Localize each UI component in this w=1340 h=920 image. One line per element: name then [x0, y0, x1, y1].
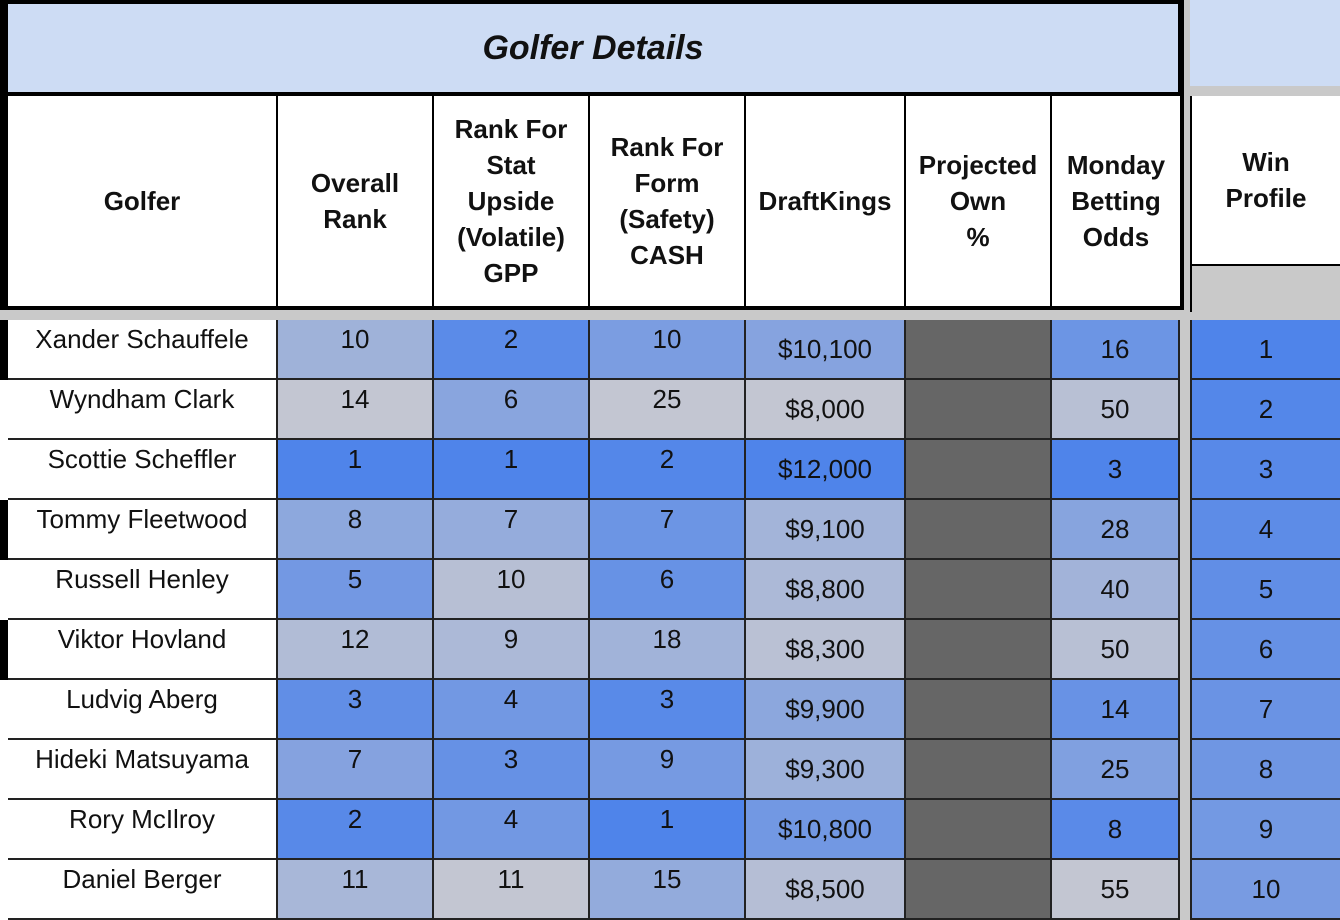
overall-value: 1 [347, 444, 363, 474]
odds-cell[interactable] [1052, 800, 1180, 860]
column-header-label: Monday Betting Odds [1066, 150, 1166, 252]
overall-value: 3 [347, 684, 363, 714]
form-cell[interactable] [590, 800, 746, 860]
upside-value: 4 [503, 804, 519, 834]
overall-cell[interactable] [278, 440, 434, 500]
overall-cell[interactable] [278, 800, 434, 860]
dk-cell[interactable] [746, 440, 906, 500]
golfer-name-cell[interactable] [8, 800, 278, 860]
golfer-value: Xander Schauffele [35, 324, 249, 354]
golfer-name-cell[interactable] [8, 320, 278, 380]
golfer-value: Tommy Fleetwood [36, 504, 248, 534]
dk-cell[interactable] [746, 740, 906, 800]
row-left-border [0, 620, 8, 680]
row-left-border [0, 680, 8, 740]
row-left-border [0, 740, 8, 800]
odds-value: 50 [1100, 393, 1130, 424]
form-value: 25 [652, 384, 682, 414]
upside-cell[interactable] [434, 320, 590, 380]
dk-cell[interactable] [746, 860, 906, 920]
column-header-label: Overall Rank [310, 168, 400, 234]
dk-value: $8,000 [785, 393, 865, 424]
overall-cell[interactable] [278, 620, 434, 680]
win-profile-cell[interactable] [1190, 440, 1340, 500]
upside-cell[interactable] [434, 860, 590, 920]
dk-cell[interactable] [746, 320, 906, 380]
form-cell[interactable] [590, 620, 746, 680]
win-value: 7 [1258, 693, 1274, 724]
projected-own-cell[interactable] [906, 500, 1052, 560]
odds-value: 55 [1100, 873, 1130, 904]
upside-value: 6 [503, 384, 519, 414]
form-cell[interactable] [590, 740, 746, 800]
overall-value: 2 [347, 804, 363, 834]
win-value: 3 [1258, 453, 1274, 484]
column-header-golfer[interactable] [8, 96, 278, 306]
form-value: 2 [659, 444, 675, 474]
projected-own-cell[interactable] [906, 380, 1052, 440]
form-cell[interactable] [590, 560, 746, 620]
upside-value: 1 [503, 444, 519, 474]
golfer-name-cell[interactable] [8, 740, 278, 800]
column-header-label: Projected Own % [918, 150, 1038, 252]
form-value: 6 [659, 564, 675, 594]
golfer-name-cell[interactable] [8, 620, 278, 680]
odds-value: 40 [1100, 573, 1130, 604]
upside-cell[interactable] [434, 680, 590, 740]
overall-cell[interactable] [278, 320, 434, 380]
golfer-name-cell[interactable] [8, 380, 278, 440]
golfer-name-cell[interactable] [8, 500, 278, 560]
win-value: 9 [1258, 813, 1274, 844]
column-header-own[interactable] [906, 96, 1052, 306]
form-value: 10 [652, 324, 682, 354]
golfer-value: Daniel Berger [62, 864, 222, 894]
odds-cell[interactable] [1052, 740, 1180, 800]
projected-own-cell[interactable] [906, 740, 1052, 800]
upside-cell[interactable] [434, 740, 590, 800]
upside-value: 2 [503, 324, 519, 354]
golfer-name-cell[interactable] [8, 560, 278, 620]
form-cell[interactable] [590, 380, 746, 440]
form-cell[interactable] [590, 680, 746, 740]
win-profile-cell[interactable] [1190, 320, 1340, 380]
projected-own-cell[interactable] [906, 860, 1052, 920]
projected-own-cell[interactable] [906, 680, 1052, 740]
form-cell[interactable] [590, 440, 746, 500]
form-value: 15 [652, 864, 682, 894]
odds-value: 16 [1100, 333, 1130, 364]
overall-value: 12 [340, 624, 370, 654]
golfer-value: Wyndham Clark [49, 384, 235, 414]
form-cell[interactable] [590, 500, 746, 560]
odds-cell[interactable] [1052, 500, 1180, 560]
win-profile-cell[interactable] [1190, 800, 1340, 860]
row-left-border [0, 500, 8, 560]
overall-cell[interactable] [278, 380, 434, 440]
form-value: 3 [659, 684, 675, 714]
form-cell[interactable] [590, 320, 746, 380]
column-header-odds[interactable] [1052, 96, 1180, 306]
win-value: 10 [1251, 873, 1281, 904]
win-value: 2 [1258, 393, 1274, 424]
upside-value: 11 [497, 864, 525, 894]
overall-cell[interactable] [278, 860, 434, 920]
dk-value: $8,500 [785, 873, 865, 904]
dk-cell[interactable] [746, 800, 906, 860]
win-profile-cell[interactable] [1190, 500, 1340, 560]
upside-value: 3 [503, 744, 519, 774]
overall-value: 7 [347, 744, 363, 774]
projected-own-cell[interactable] [906, 440, 1052, 500]
dk-value: $10,100 [778, 333, 872, 364]
win-value: 8 [1258, 753, 1274, 784]
dk-cell[interactable] [746, 560, 906, 620]
upside-cell[interactable] [434, 560, 590, 620]
form-value: 9 [659, 744, 675, 774]
form-value: 1 [659, 804, 675, 834]
upside-cell[interactable] [434, 380, 590, 440]
golfer-name-cell[interactable] [8, 440, 278, 500]
overall-cell[interactable] [278, 560, 434, 620]
dk-value: $8,800 [785, 573, 865, 604]
dk-value: $12,000 [778, 453, 872, 484]
upside-value: 9 [503, 624, 519, 654]
win-value: 4 [1258, 513, 1274, 544]
row-left-border [0, 800, 8, 860]
column-header-upside[interactable] [434, 96, 590, 306]
column-header-dk[interactable] [746, 96, 906, 306]
win-profile-cell[interactable] [1190, 560, 1340, 620]
overall-value: 10 [340, 324, 370, 354]
overall-cell[interactable] [278, 680, 434, 740]
upside-cell[interactable] [434, 500, 590, 560]
column-header-win[interactable]: Win Profile [1190, 96, 1340, 266]
row-left-border [0, 440, 8, 500]
overall-value: 11 [341, 864, 369, 894]
projected-own-cell[interactable] [906, 320, 1052, 380]
dk-value: $10,800 [778, 813, 872, 844]
column-header-label: Golfer [103, 186, 181, 216]
dk-value: $9,300 [785, 753, 865, 784]
odds-value: 14 [1100, 693, 1130, 724]
overall-value: 8 [347, 504, 363, 534]
form-value: 18 [652, 624, 682, 654]
form-cell[interactable] [590, 860, 746, 920]
projected-own-cell[interactable] [906, 800, 1052, 860]
golfer-name-cell[interactable] [8, 860, 278, 920]
projected-own-cell[interactable] [906, 620, 1052, 680]
golfer-value: Scottie Scheffler [47, 444, 237, 474]
win-value: 5 [1258, 573, 1274, 604]
column-header-overall[interactable] [278, 96, 434, 306]
upside-cell[interactable] [434, 620, 590, 680]
win-value: 1 [1258, 333, 1274, 364]
odds-value: 8 [1107, 813, 1123, 844]
overall-cell[interactable] [278, 500, 434, 560]
golfer-value: Ludvig Aberg [66, 684, 218, 714]
upside-cell[interactable] [434, 440, 590, 500]
win-profile-cell[interactable] [1190, 860, 1340, 920]
win-profile-cell[interactable] [1190, 620, 1340, 680]
dk-value: $9,100 [785, 513, 865, 544]
upside-value: 10 [496, 564, 526, 594]
upside-value: 7 [503, 504, 519, 534]
row-left-border [0, 380, 8, 440]
win-profile-cell[interactable] [1190, 740, 1340, 800]
odds-cell[interactable] [1052, 380, 1180, 440]
overall-value: 5 [347, 564, 363, 594]
win-value: 6 [1258, 633, 1274, 664]
win-profile-cell[interactable] [1190, 680, 1340, 740]
projected-own-cell[interactable] [906, 560, 1052, 620]
dk-cell[interactable] [746, 620, 906, 680]
dk-value: $9,900 [785, 693, 865, 724]
odds-cell[interactable] [1052, 560, 1180, 620]
odds-value: 50 [1100, 633, 1130, 664]
dk-cell[interactable] [746, 380, 906, 440]
dk-cell[interactable] [746, 680, 906, 740]
golfer-value: Hideki Matsuyama [35, 744, 249, 774]
dk-value: $8,300 [785, 633, 865, 664]
odds-value: 3 [1107, 453, 1123, 484]
row-left-border [0, 560, 8, 620]
upside-cell[interactable] [434, 800, 590, 860]
row-left-border [0, 320, 8, 380]
column-header-form[interactable] [590, 96, 746, 306]
odds-cell[interactable] [1052, 320, 1180, 380]
upside-value: 4 [503, 684, 519, 714]
row-left-border [0, 860, 8, 920]
odds-value: 28 [1100, 513, 1130, 544]
win-header-spacer [1190, 266, 1340, 312]
odds-cell[interactable] [1052, 860, 1180, 920]
odds-cell[interactable] [1052, 680, 1180, 740]
golfer-value: Viktor Hovland [57, 624, 227, 654]
column-header-label: Rank For Stat Upside (Volatile) GPP [454, 114, 568, 288]
odds-cell[interactable] [1052, 620, 1180, 680]
odds-cell[interactable] [1052, 440, 1180, 500]
golfer-name-cell[interactable] [8, 680, 278, 740]
golfer-value: Rory McIlroy [69, 804, 215, 834]
golfer-value: Russell Henley [55, 564, 229, 594]
table-title: Golfer Details [0, 0, 1184, 96]
column-header-label: DraftKings [758, 186, 892, 216]
odds-value: 25 [1100, 753, 1130, 784]
overall-value: 14 [340, 384, 370, 414]
column-header-label: Rank For Form (Safety) CASH [610, 132, 724, 270]
win-profile-cell[interactable] [1190, 380, 1340, 440]
title-band-extension [1190, 0, 1340, 86]
overall-cell[interactable] [278, 740, 434, 800]
form-value: 7 [659, 504, 675, 534]
dk-cell[interactable] [746, 500, 906, 560]
